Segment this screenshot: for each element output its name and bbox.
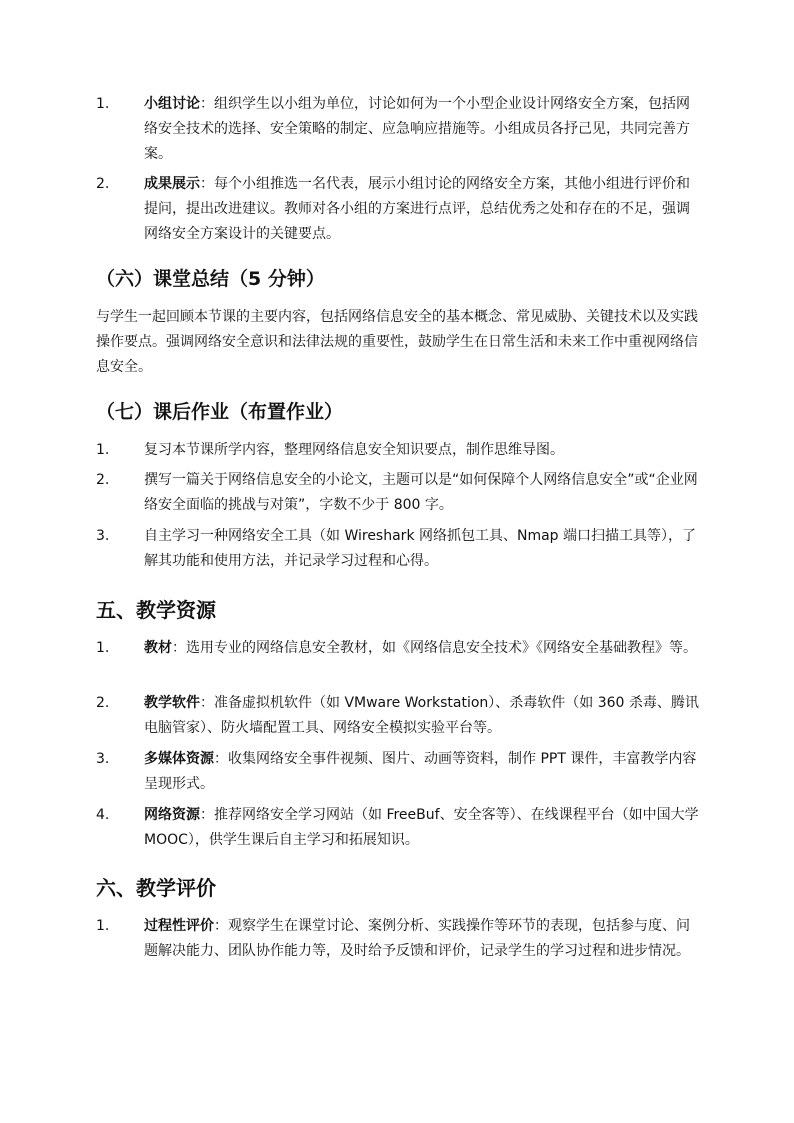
list-label: 过程性评价 <box>144 918 214 934</box>
list-text: 成果展示：每个小组推选一名代表，展示小组讨论的网络安全方案，其他小组进行评价和提问，提出改进建议。教师对各小组的方案进行点评，总结优秀之处和存在的不足，强调网络安全方案设计的关键要点。 <box>144 176 690 242</box>
section-heading: 五、教学资源 <box>96 598 216 622</box>
summary-paragraph: 与学生一起回顾本节课的主要内容，包括网络信息安全的基本概念、常见威胁、关键技术以及实践操作要点。强调网络安全意识和法律法规的重要性，鼓励学生在日常生活和未来工作中重视网络信息安全。 <box>96 309 698 375</box>
list-number: 4. <box>96 807 110 823</box>
list-text: 小组讨论：组织学生以小组为单位，讨论如何为一个小型企业设计网络安全方案，包括网络安全技术的选择、安全策略的制定、应急响应措施等。小组成员各抒己见，共同完善方案。 <box>144 96 690 162</box>
list-text: 过程性评价：观察学生在课堂讨论、案例分析、实践操作等环节的表现，包括参与度、问题解决能力、团队协作能力等，及时给予反馈和评价，记录学生的学习过程和进步情况。 <box>144 918 690 959</box>
list-number: 1. <box>96 96 110 112</box>
list-text: 撰写一篇关于网络信息安全的小论文，主题可以是“如何保障个人网络信息安全”或“企业网络安全面临的挑战与对策”，字数不少于 800 字。 <box>144 472 698 513</box>
list-label: 小组讨论 <box>144 96 200 112</box>
list-number: 2. <box>96 695 110 711</box>
list-label: 网络资源 <box>144 807 200 823</box>
list-number: 3. <box>96 528 110 544</box>
list-text: 多媒体资源：收集网络安全事件视频、图片、动画等资料，制作 PPT 课件，丰富教学内容呈现形式。 <box>144 751 697 792</box>
list-text: 教材：选用专业的网络信息安全教材，如《网络信息安全技术》《网络安全基础教程》等。 <box>144 640 697 656</box>
list-text: 网络资源：推荐网络安全学习网站（如 FreeBuf、安全客等）、在线课程平台（如中国大学 MOOC），供学生课后自主学习和拓展知识。 <box>144 807 699 848</box>
section-heading: （六）课堂总结（5 分钟） <box>96 268 325 290</box>
list-number: 2. <box>96 176 110 192</box>
section-heading: （七）课后作业（布置作业） <box>96 401 344 423</box>
list-text: 复习本节课所学内容，整理网络信息安全知识要点，制作思维导图。 <box>144 442 564 458</box>
list-number: 3. <box>96 751 110 767</box>
list-text: 教学软件：准备虚拟机软件（如 VMware Workstation）、杀毒软件（如 360 杀毒、腾讯电脑管家）、防火墙配置工具、网络安全模拟实验平台等。 <box>144 695 699 736</box>
list-number: 1. <box>96 918 110 934</box>
list-label: 成果展示 <box>144 176 200 192</box>
list-label: 多媒体资源 <box>144 751 214 767</box>
list-number: 1. <box>96 442 110 458</box>
section-heading: 六、教学评价 <box>96 876 216 900</box>
list-number: 2. <box>96 472 110 488</box>
list-number: 1. <box>96 640 110 656</box>
list-label: 教材 <box>144 640 172 656</box>
list-text: 自主学习一种网络安全工具（如 Wireshark 网络抓包工具、Nmap 端口扫描工具等），了解其功能和使用方法，并记录学习过程和心得。 <box>144 528 697 569</box>
list-label: 教学软件 <box>144 695 200 711</box>
